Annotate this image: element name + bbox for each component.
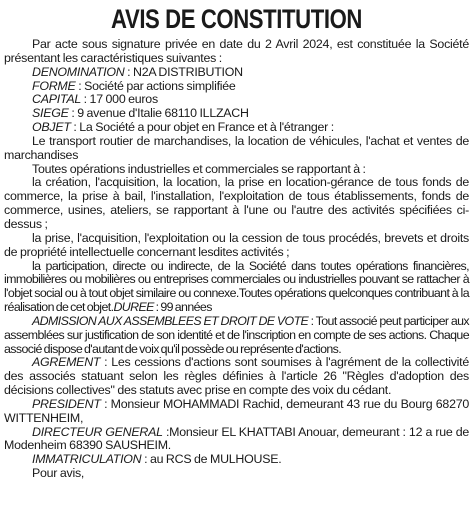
- directeur-value: :Monsieur EL KHATTABI Anouar, demeurant : 12 a rue de Modenheim 68390 SAUSHEIM.: [4, 424, 469, 453]
- siege-line: [4, 107, 469, 121]
- president-value: : Monsieur MOHAMMADI Rachid, demeurant 43 rue du Bourg 68270 WITTENHEIM,: [4, 396, 469, 425]
- objet-paragraph-5: [4, 260, 469, 315]
- intro-paragraph: Par acte sous signature privée en date du 2 Avril 2024, est constituée la Société présentant les caractéristiques suivantes :: [4, 37, 469, 65]
- duree-value: : 99 années: [153, 300, 212, 315]
- agrement-value: : Les cessions d'actions sont soumises à l'agrément de la collectivité des associés statuant selon les règles définies à l'article 26 "Règles d'adoption des décisions collectives" des statuts avec prise en compte des voix du cédant.: [4, 355, 469, 398]
- immatriculation-line: [4, 453, 469, 467]
- admission-value: : Tout associé peut participer aux assemblées sur justification de son identité et de l'inscription en compte de ses actions. Chaque associé dispose d'autant de voix qu'il possède ou représente d'actions.: [4, 313, 469, 356]
- siege-label: SIEGE: [32, 106, 69, 121]
- notice-body: [4, 38, 469, 481]
- closing-line: Pour avis,: [32, 466, 85, 481]
- objet-paragraph-3: la création, l'acquisition, la location, la prise en location-gérance de tous fonds de commerce, la prise à bail, l'installation, l'exploitation de tous établissements, fonds de commerce, usines, ateliers, se rapportant à l'une ou l'autre des activités spécifiées ci-dessus ;: [4, 175, 469, 231]
- forme-label: FORME: [32, 78, 76, 93]
- objet-line: [4, 121, 469, 135]
- capital-value: : 17 000 euros: [80, 92, 158, 107]
- immatriculation-value: : au RCS de MULHOUSE.: [141, 452, 282, 467]
- notice-title: AVIS DE CONSTITUTION: [111, 4, 362, 34]
- siege-value: : 9 avenue d'Italie 68110 ILLZACH: [68, 106, 249, 121]
- objet-label: OBJET: [32, 120, 71, 135]
- duree-label: DUREE: [113, 300, 154, 315]
- denomination-line: [4, 66, 469, 80]
- president-paragraph: [4, 398, 469, 426]
- objet-paragraph-2: Toutes opérations industrielles et commerciales se rapportant à :: [32, 161, 366, 176]
- immatriculation-label: IMMATRICULATION: [32, 452, 142, 467]
- admission-paragraph: [4, 315, 469, 357]
- forme-line: [4, 80, 469, 94]
- denomination-value: : N2A DISTRIBUTION: [124, 64, 243, 79]
- objet-paragraph-1: Le transport routier de marchandises, la location de véhicules, l'achat et ventes de marchandises: [4, 133, 469, 162]
- capital-label: CAPITAL: [32, 92, 81, 107]
- agrement-label: AGREMENT: [32, 355, 101, 370]
- admission-label: ADMISSION AUX ASSEMBLEES ET DROIT DE VOTE: [32, 313, 309, 328]
- objet-paragraph-4: la prise, l'acquisition, l'exploitation ou la cession de tous procédés, brevets et droits de propriété intellectuelle concernant lesdites activités ;: [4, 230, 469, 259]
- capital-line: [4, 93, 469, 107]
- forme-value: : Société par actions simplifiée: [75, 78, 236, 93]
- directeur-paragraph: [4, 426, 469, 454]
- objet-value: : La Société a pour objet en France et à l'étranger :: [70, 120, 334, 135]
- denomination-label: DENOMINATION: [32, 64, 125, 79]
- directeur-label: DIRECTEUR GENERAL: [32, 424, 163, 439]
- agrement-paragraph: [4, 356, 469, 398]
- president-label: PRESIDENT: [32, 396, 101, 411]
- objet-paragraph-5-text: la participation, directe ou indirecte, de la Société dans toutes opérations financières, immobilières ou mobilières ou entreprises commerciales ou industrielles pouvant se rattacher à l'objet social ou à tout objet similaire ou connexe.Toutes opérations quelconques contribuant à la réalisation de cet objet.: [4, 258, 469, 315]
